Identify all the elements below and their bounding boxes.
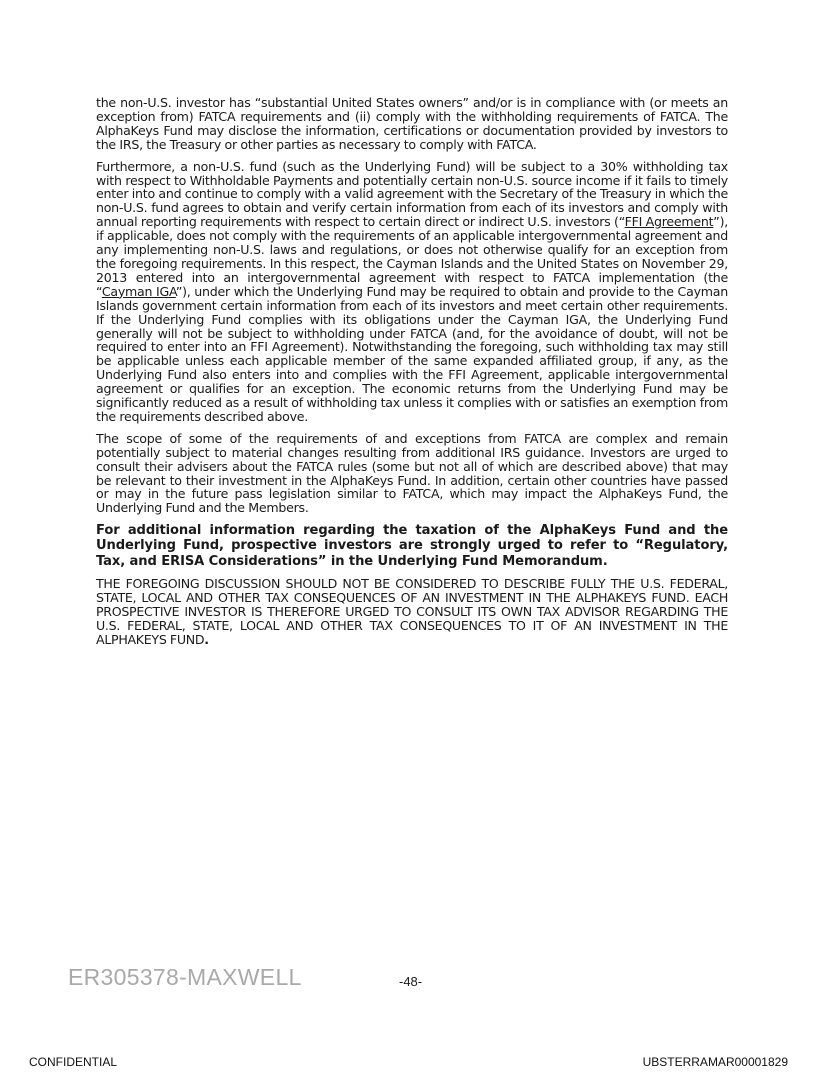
paragraph-additional-information: For additional information regarding the taxation of the AlphaKeys Fund and the Underlying Fund, prospective investors are strongly urged to refer to “Regulatory, Tax, and ERISA Considerations” in the Underlying Fund Memorandum. xyxy=(96,523,728,569)
paragraph-withholding-text-1: Furthermore, a non-U.S. fund (such as the Underlying Fund) will be subject to a 30% withholding tax with respect to Withholdable Payments and potentially certain non-U.S. source income if it fails to timely enter into and continue to comply with a valid agreement with the Secretary of the Treasury in which the non-U.S. fund agrees to obtain and verify certain information from each of its investors and comply with annual reporting requirements with respect to certain direct or indirect U.S. investors (“ xyxy=(96,158,728,230)
disclaimer-period: . xyxy=(204,631,209,647)
confidential-label: CONFIDENTIAL xyxy=(29,1055,118,1069)
paragraph-withholding-text-3: ”), under which the Underlying Fund may be required to obtain and provide to the Cayman Islands government certain information from each of its investors and meet certain other requirements. If the Underlying Fund complies with its obligations under the Cayman IGA, the Underlying Fund generally will not be subject to withholding under FATCA (and, for the avoidance of doubt, will not be required to enter into an FFI Agreement). Notwithstanding the foregoing, such withholding tax may still be applicable unless each applicable member of the same expanded affiliated group, if any, as the Underlying Fund also enters into and complies with the FFI Agreement, applicable intergovernmental agreement or qualifies for an exception. The economic returns from the Underlying Fund may be significantly reduced as a result of withholding tax unless it complies with or satisfies an exemption from the requirements described above. xyxy=(96,283,728,424)
document-body xyxy=(96,96,728,654)
defined-term-ffi-agreement: FFI Agreement xyxy=(624,214,714,230)
page-number: -48- xyxy=(399,974,423,989)
document-id-stamp: ER305378-MAXWELL xyxy=(68,964,302,990)
paragraph-fatca-compliance: the non-U.S. investor has “substantial United States owners” and/or is in compliance with (or meets an exception from) FATCA requirements and (ii) comply with the withholding requirements of FATCA. The AlphaKeys Fund may disclose the information, certifications or documentation provided by investors to the IRS, the Treasury or other parties as necessary to comply with FATCA. xyxy=(96,95,728,152)
disclaimer-text: THE FOREGOING DISCUSSION SHOULD NOT BE CONSIDERED TO DESCRIBE FULLY THE U.S. FEDERAL, STATE, LOCAL AND OTHER TAX CONSEQUENCES OF AN INVESTMENT IN THE ALPHAKEYS FUND. EACH PROSPECTIVE INVESTOR IS THEREFORE URGED TO CONSULT ITS OWN TAX ADVISOR REGARDING THE U.S. FEDERAL, STATE, LOCAL AND OTHER TAX CONSEQUENCES TO IT OF AN INVESTMENT IN THE ALPHAKEYS FUND xyxy=(96,575,728,647)
paragraph-disclaimer xyxy=(96,577,728,647)
paragraph-withholding-tax xyxy=(96,160,728,424)
paragraph-withholding-text-2: ”), if applicable, does not comply with the requirements of an applicable intergovernmental agreement and any implementing non-U.S. laws and regulations, or does not otherwise qualify for an exception from the foregoing requirements. In this respect, the Cayman Islands and the United States on November 29, 2013 entered into an intergovernmental agreement with respect to FATCA implementation (the “ xyxy=(96,214,728,299)
defined-term-cayman-iga: Cayman IGA xyxy=(101,283,176,299)
bates-number: UBSTERRAMAR00001829 xyxy=(642,1055,788,1069)
paragraph-fatca-scope: The scope of some of the requirements of and exceptions from FATCA are complex and remain potentially subject to material changes resulting from additional IRS guidance. Investors are urged to consult their advisers about the FATCA rules (some but not all of which are described above) that may be relevant to their investment in the AlphaKeys Fund. In addition, certain other countries have passed or may in the future pass legislation similar to FATCA, which may impact the AlphaKeys Fund, the Underlying Fund and the Members. xyxy=(96,430,728,516)
